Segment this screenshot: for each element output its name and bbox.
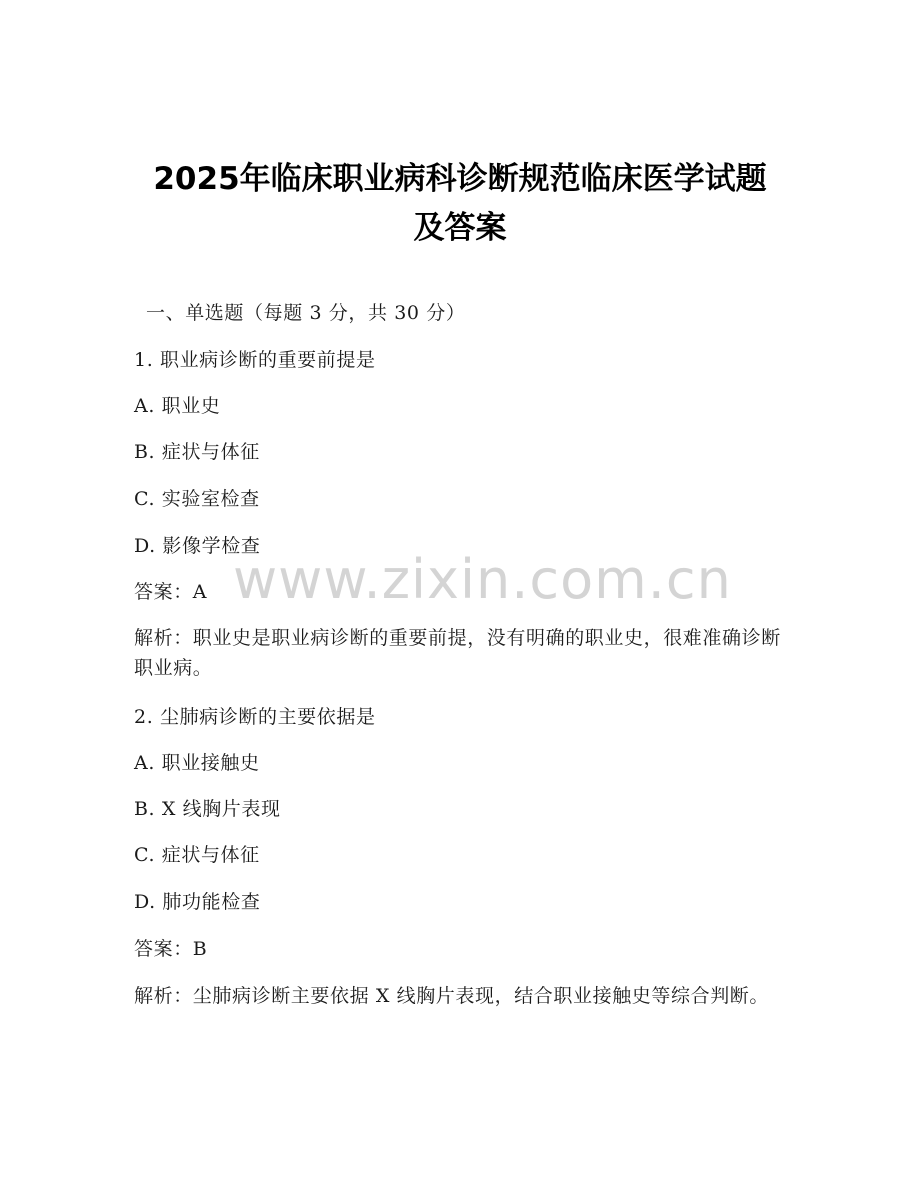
question-2-option-d: D. 肺功能检查	[134, 891, 261, 913]
question-1-option-d: D. 影像学检查	[134, 535, 261, 557]
question-2-answer: 答案：B	[134, 938, 208, 960]
question-1-option-a: A. 职业史	[134, 395, 221, 417]
question-1-option-b: B. 症状与体征	[134, 441, 260, 463]
watermark: www.zixin.com.cn	[233, 548, 732, 611]
question-2-option-a: A. 职业接触史	[134, 752, 260, 774]
question-1-option-c: C. 实验室检查	[134, 488, 260, 510]
question-1-explanation: 解析：职业史是职业病诊断的重要前提，没有明确的职业史，很难准确诊断职业病。	[134, 627, 781, 679]
question-1-answer: 答案：A	[134, 581, 208, 603]
question-2-explanation: 解析：尘肺病诊断主要依据 X 线胸片表现，结合职业接触史等综合判断。	[134, 985, 770, 1007]
question-2-option-b: B. X 线胸片表现	[134, 798, 281, 820]
section-heading: 一、单选题（每题 3 分，共 30 分）	[146, 302, 466, 324]
question-2-stem: 2. 尘肺病诊断的主要依据是	[134, 706, 376, 728]
question-2-option-c: C. 症状与体征	[134, 844, 260, 866]
question-1-stem: 1. 职业病诊断的重要前提是	[134, 349, 376, 371]
document-title-line-1: 2025年临床职业病科诊断规范临床医学试题	[153, 161, 767, 197]
document-title-line-2: 及答案	[413, 210, 507, 246]
